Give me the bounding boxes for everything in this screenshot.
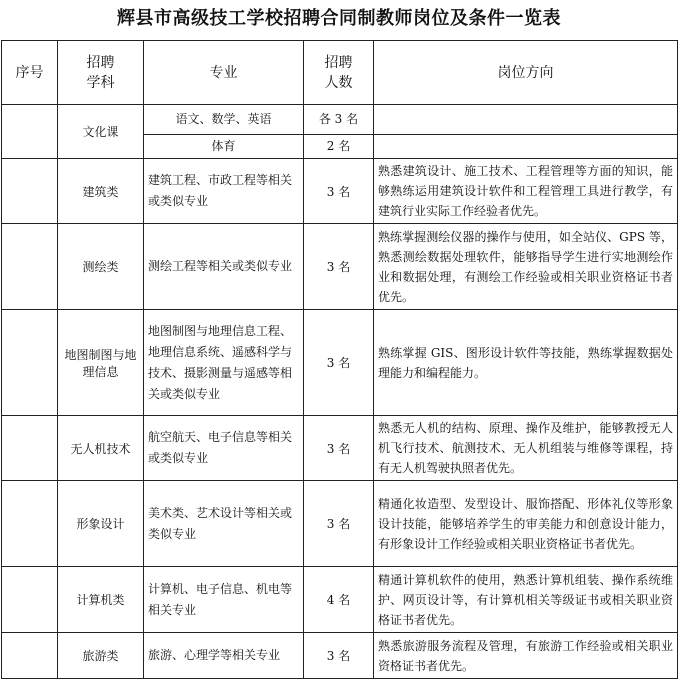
row-subject: 建筑类 [58,159,144,224]
row-index [2,224,58,310]
row-direction: 精通化妆造型、发型设计、服饰搭配、形体礼仪等形象设计技能，能够培养学生的审美能力和创意设计能力，有形象设计工作经验或相关职业资格证书者优先。 [374,481,678,567]
row-index [2,159,58,224]
row-index [2,416,58,481]
row-count: 3 名 [304,633,374,679]
row-direction: 熟练掌握 GIS、图形设计软件等技能，熟练掌握数据处理能力和编程能力。 [374,310,678,416]
header-major: 专业 [144,41,304,105]
row-count: 3 名 [304,416,374,481]
row-index [2,310,58,416]
header-index: 序号 [2,41,58,105]
row-subject: 测绘类 [58,224,144,310]
table-row [2,633,678,679]
row-major: 地图制图与地理信息工程、地理信息系统、遥感科学与技术、摄影测量与遥感等相关或类似专业 [144,310,304,416]
row-direction [374,105,678,135]
row-major: 航空航天、电子信息等相关或类似专业 [144,416,304,481]
row-count: 2 名 [304,135,374,159]
header-count-line1: 招聘 [324,54,353,71]
row-major: 旅游、心理学等相关专业 [144,633,304,679]
row-index [2,567,58,633]
positions-table [1,40,678,679]
table-row [2,481,678,567]
row-major: 体育 [144,135,304,159]
row-index [2,105,58,159]
header-subject-line2: 学科 [86,74,115,91]
document-title: 辉县市高级技工学校招聘合同制教师岗位及条件一览表 [117,8,561,29]
row-subject: 无人机技术 [58,416,144,481]
table-header-row [2,41,678,105]
row-count: 4 名 [304,567,374,633]
table-row [2,310,678,416]
row-direction: 熟悉旅游服务流程及管理，有旅游工作经验或相关职业资格证书者优先。 [374,633,678,679]
row-subject: 文化课 [58,105,144,159]
row-direction: 熟练掌握测绘仪器的操作与使用，如全站仪、GPS 等，熟悉测绘数据处理软件，能够指导学生进行实地测绘作业和数据处理，有测绘工作经验或相关职业资格证书者优先。 [374,224,678,310]
row-count: 3 名 [304,224,374,310]
row-subject: 旅游类 [58,633,144,679]
row-subject: 地图制图与地理信息 [58,310,144,416]
row-subject: 计算机类 [58,567,144,633]
header-subject [58,41,144,105]
row-major: 美术类、艺术设计等相关或类似专业 [144,481,304,567]
row-index [2,633,58,679]
header-subject-line1: 招聘 [86,54,115,71]
row-major: 计算机、电子信息、机电等相关专业 [144,567,304,633]
row-count: 3 名 [304,310,374,416]
row-major: 测绘工程等相关或类似专业 [144,224,304,310]
table-row [2,416,678,481]
row-direction: 熟悉无人机的结构、原理、操作及维护，能够教授无人机飞行技术、航测技术、无人机组装与维修等课程，持有无人机驾驶执照者优先。 [374,416,678,481]
row-direction: 熟悉建筑设计、施工技术、工程管理等方面的知识，能够熟练运用建筑设计软件和工程管理工具进行教学，有建筑行业实际工作经验者优先。 [374,159,678,224]
header-count-line2: 人数 [324,74,353,91]
header-count [304,41,374,105]
row-subject: 形象设计 [58,481,144,567]
row-index [2,481,58,567]
header-direction: 岗位方向 [374,41,678,105]
table-row [2,224,678,310]
table-row [2,105,678,135]
table-row [2,567,678,633]
row-count: 各 3 名 [304,105,374,135]
row-direction [374,135,678,159]
table-row [2,159,678,224]
row-major: 建筑工程、市政工程等相关或类似专业 [144,159,304,224]
row-count: 3 名 [304,159,374,224]
row-direction: 精通计算机软件的使用，熟悉计算机组装、操作系统维护、网页设计等，有计算机相关等级证书或相关职业资格证书者优先。 [374,567,678,633]
row-major: 语文、数学、英语 [144,105,304,135]
row-count: 3 名 [304,481,374,567]
